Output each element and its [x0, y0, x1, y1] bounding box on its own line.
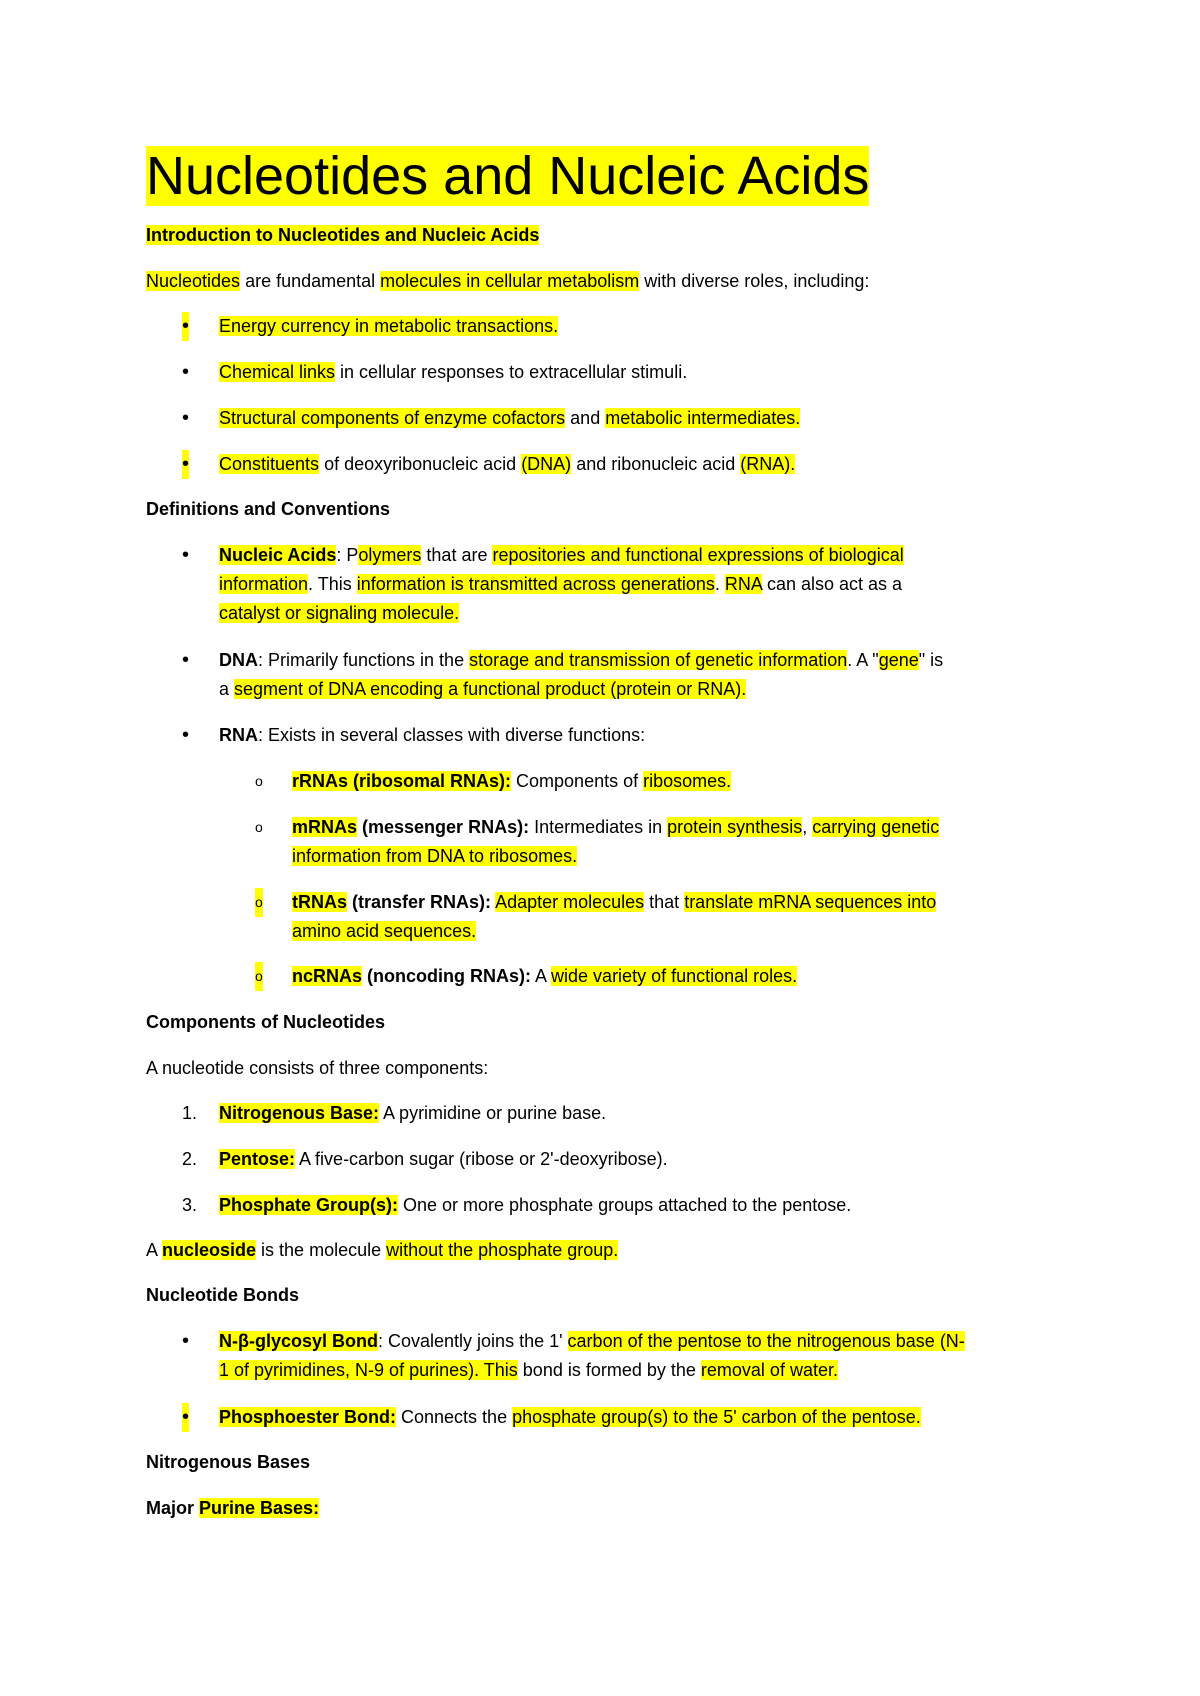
circle-bullet-icon: o	[255, 819, 263, 835]
bullet-icon: •	[182, 544, 190, 566]
intro-paragraph: Nucleotides are fundamental molecules in cellular metabolism with diverse roles, including:	[146, 271, 870, 291]
nucleoside-paragraph: A nucleoside is the molecule without the phosphate group.	[146, 1240, 619, 1260]
heading-intro: Introduction to Nucleotides and Nucleic Acids	[146, 225, 540, 245]
bullet-icon: •	[182, 450, 189, 479]
list-number: 3.	[182, 1195, 198, 1215]
circle-bullet-icon: o	[255, 962, 263, 991]
bullet-icon: •	[182, 407, 190, 429]
list-number: 1.	[182, 1103, 198, 1123]
bullet-icon: •	[182, 1403, 189, 1432]
document-title: Nucleotides and Nucleic Acids	[146, 146, 870, 206]
heading-components: Components of Nucleotides	[146, 1012, 386, 1032]
components-intro: A nucleotide consists of three components:	[146, 1058, 489, 1078]
bullet-icon: •	[182, 649, 190, 671]
bullet-icon: •	[182, 1330, 190, 1352]
heading-major-purine-bases: Major Purine Bases:	[146, 1498, 320, 1518]
bullet-icon: •	[182, 361, 190, 383]
circle-bullet-icon: o	[255, 773, 263, 789]
bullet-icon: •	[182, 312, 189, 341]
circle-bullet-icon: o	[255, 888, 263, 917]
list-number: 2.	[182, 1149, 198, 1169]
heading-bonds: Nucleotide Bonds	[146, 1285, 300, 1305]
bullet-icon: •	[182, 724, 190, 746]
heading-nitrogenous-bases: Nitrogenous Bases	[146, 1452, 311, 1472]
heading-definitions: Definitions and Conventions	[146, 499, 391, 519]
